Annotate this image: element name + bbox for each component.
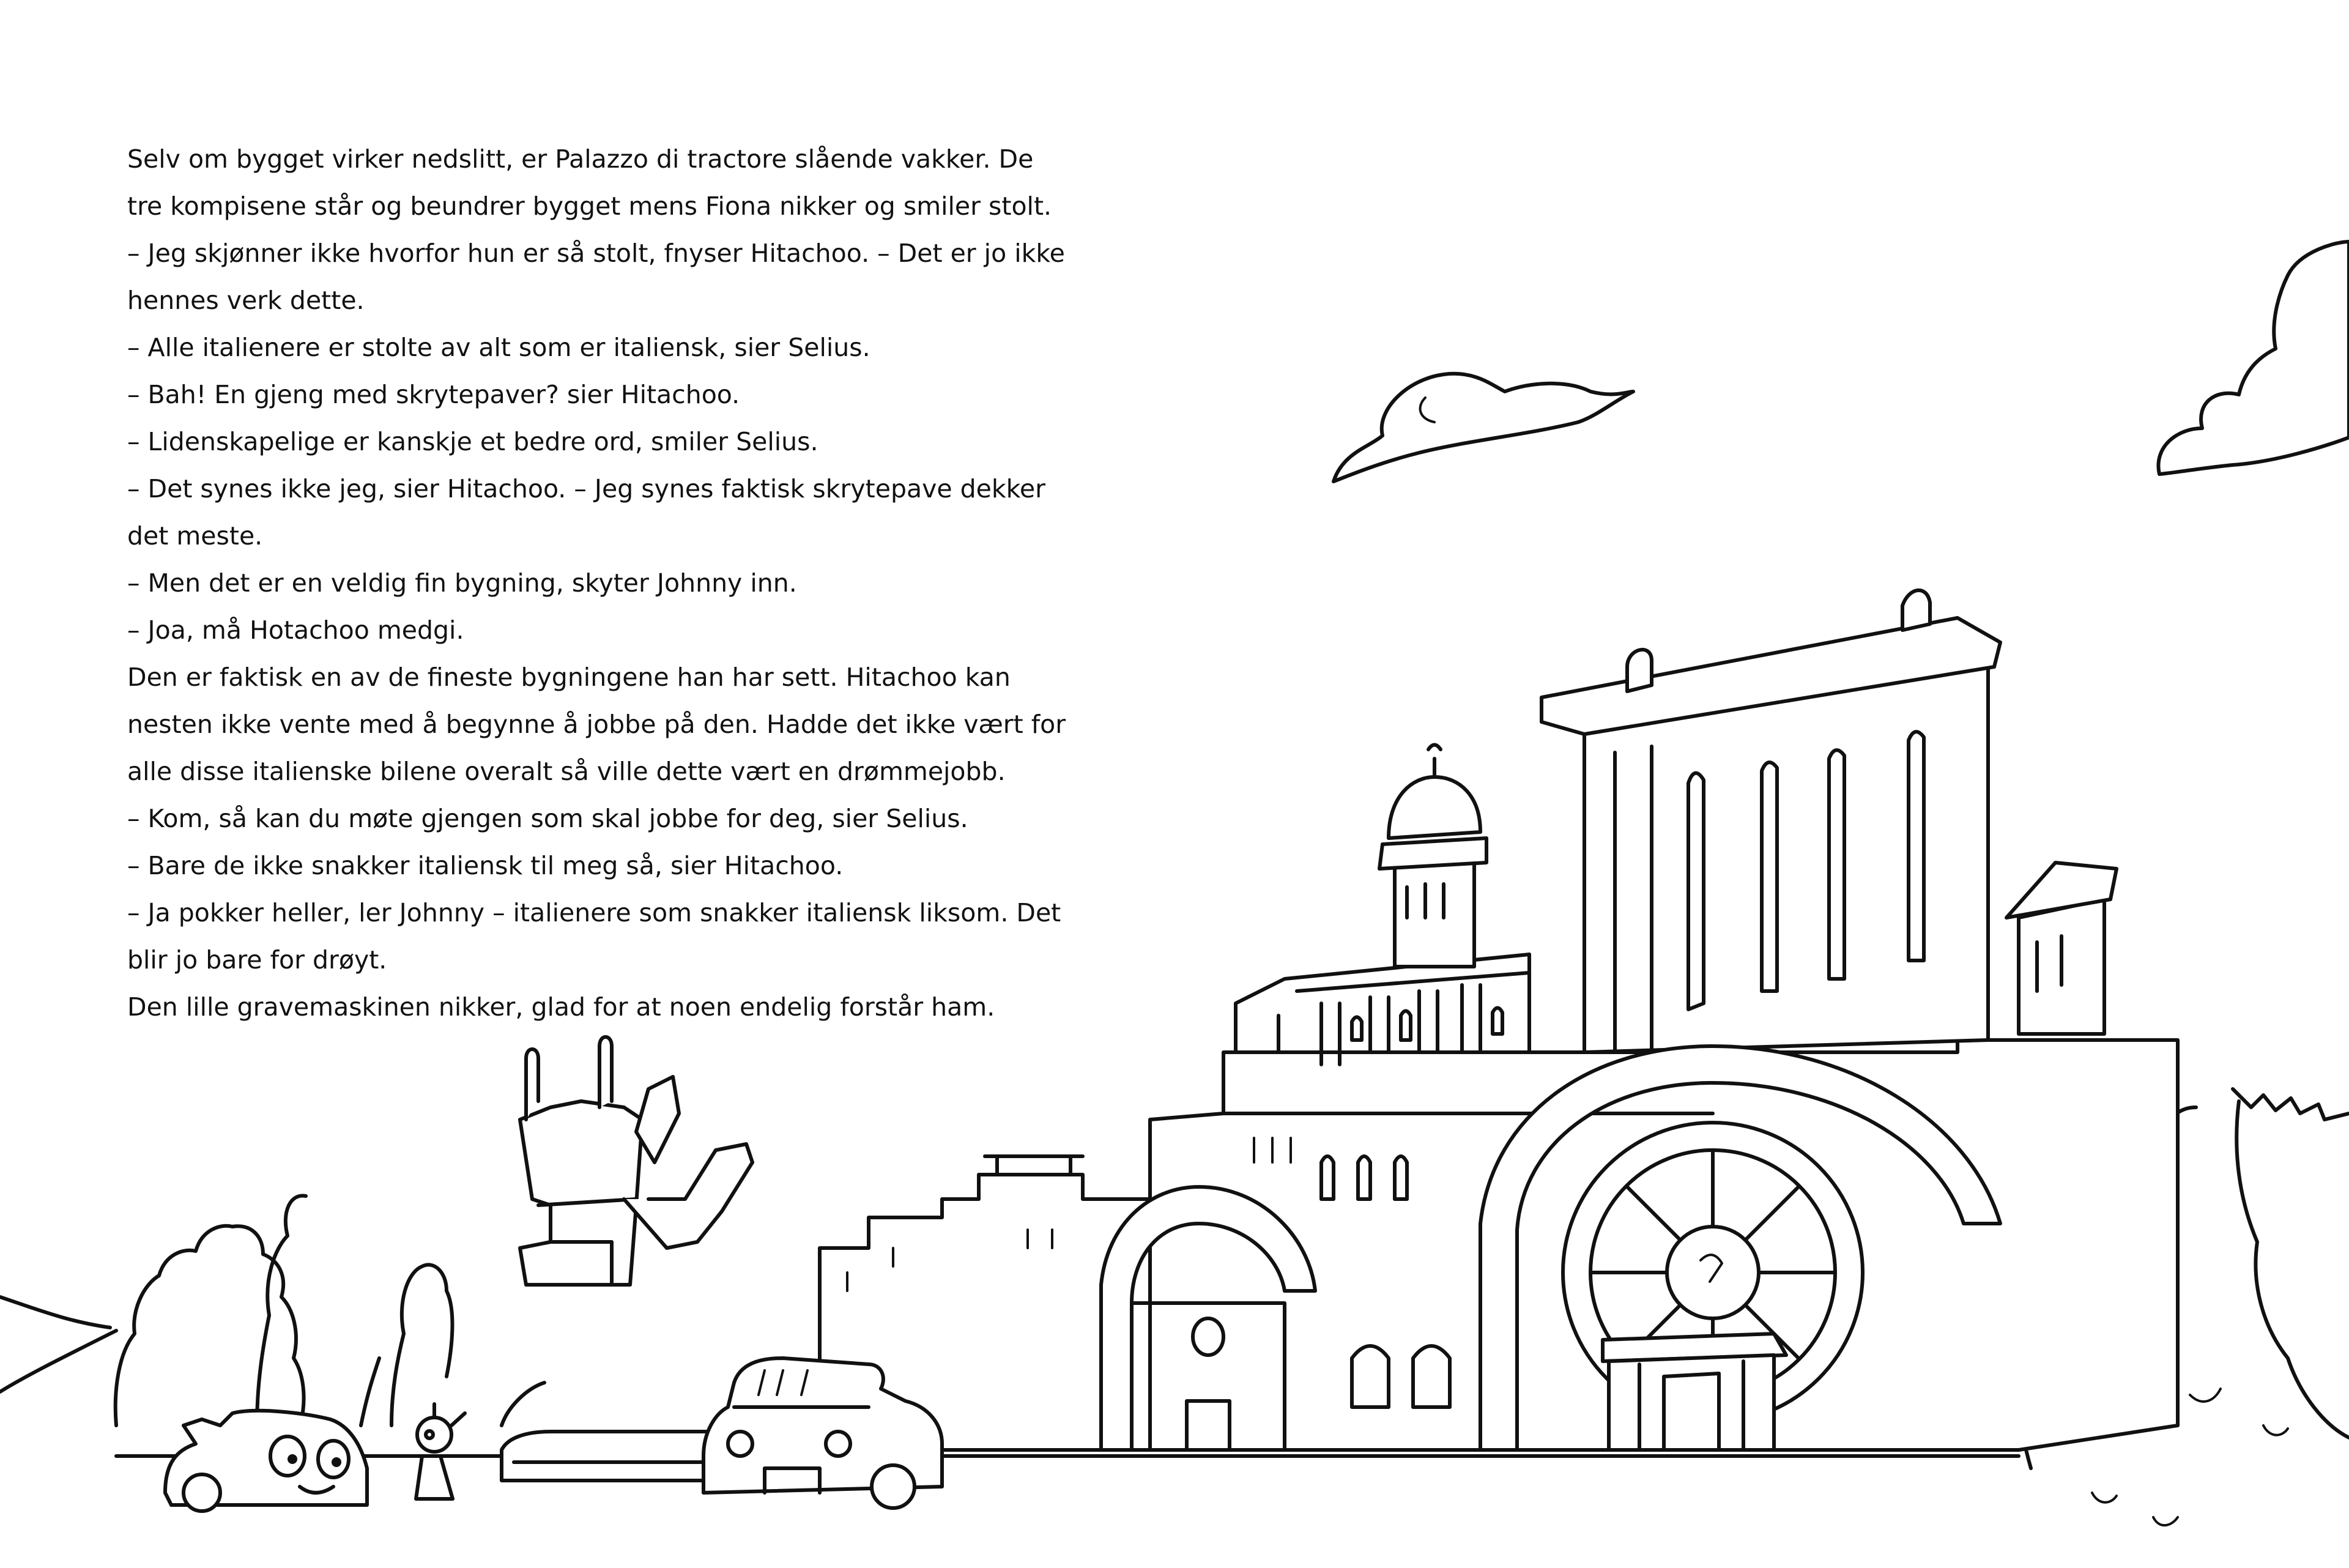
- story-line: nesten ikke vente med å begynne å jobbe på den. Hadde det ikke vært for: [127, 710, 1066, 739]
- convertible-car: [165, 1411, 367, 1511]
- palazzo-upper-floor: [1236, 954, 1529, 1065]
- story-line: – Bah! En gjeng med skrytepaver? sier Hitachoo.: [127, 380, 740, 409]
- small-robot: [416, 1404, 465, 1499]
- story-line: – Jeg skjønner ikke hvorfor hun er så stolt, fnyser Hitachoo. – Det er jo ikke: [127, 239, 1065, 268]
- story-line: alle disse italienske bilene overalt så ville dette vært en drømmejobb.: [127, 757, 1006, 786]
- story-line: hennes verk dette.: [127, 286, 365, 315]
- bush-left: [116, 1195, 544, 1425]
- story-line: tre kompisene står og beundrer bygget mens Fiona nikker og smiler stolt.: [127, 191, 1052, 221]
- story-line: blir jo bare for drøyt.: [127, 945, 387, 975]
- story-line: Den er faktisk en av de fineste bygningene han har sett. Hitachoo kan: [127, 663, 1011, 692]
- story-line: – Det synes ikke jeg, sier Hitachoo. – Jeg synes faktisk skrytepave dekker: [127, 474, 1045, 503]
- story-line: – Lidenskapelige er kanskje et bedre ord, smiler Selius.: [127, 427, 818, 456]
- story-line: – Bare de ikke snakker italiensk til meg så, sier Hitachoo.: [127, 851, 844, 880]
- hill-line: [0, 1331, 116, 1392]
- story-line: – Alle italienere er stolte av alt som er italiensk, sier Selius.: [127, 333, 870, 362]
- story-line: det meste.: [127, 521, 263, 551]
- palazzo-tower: [1542, 590, 2000, 1052]
- story-line: Den lille gravemaskinen nikker, glad for at noen endelig forstår ham.: [127, 992, 995, 1022]
- cloud-left: [1334, 374, 1633, 481]
- story-line: – Men det er en veldig fin bygning, skyter Johnny inn.: [127, 568, 797, 598]
- story-line: – Joa, må Hotachoo medgi.: [127, 615, 464, 645]
- palazzo-side-tower: [2006, 863, 2117, 1034]
- palazzo-dome: [1379, 745, 1486, 967]
- story-line: – Kom, så kan du møte gjengen som skal jobbe for deg, sier Selius.: [127, 804, 968, 833]
- story-line: – Ja pokker heller, ler Johnny – italienere som snakker italiensk liksom. Det: [127, 898, 1061, 927]
- hill-line: [0, 1297, 110, 1328]
- cloud-right: [2158, 242, 2349, 474]
- story-line: Selv om bygget virker nedslitt, er Palazzo di tractore slående vakker. De: [127, 144, 1034, 174]
